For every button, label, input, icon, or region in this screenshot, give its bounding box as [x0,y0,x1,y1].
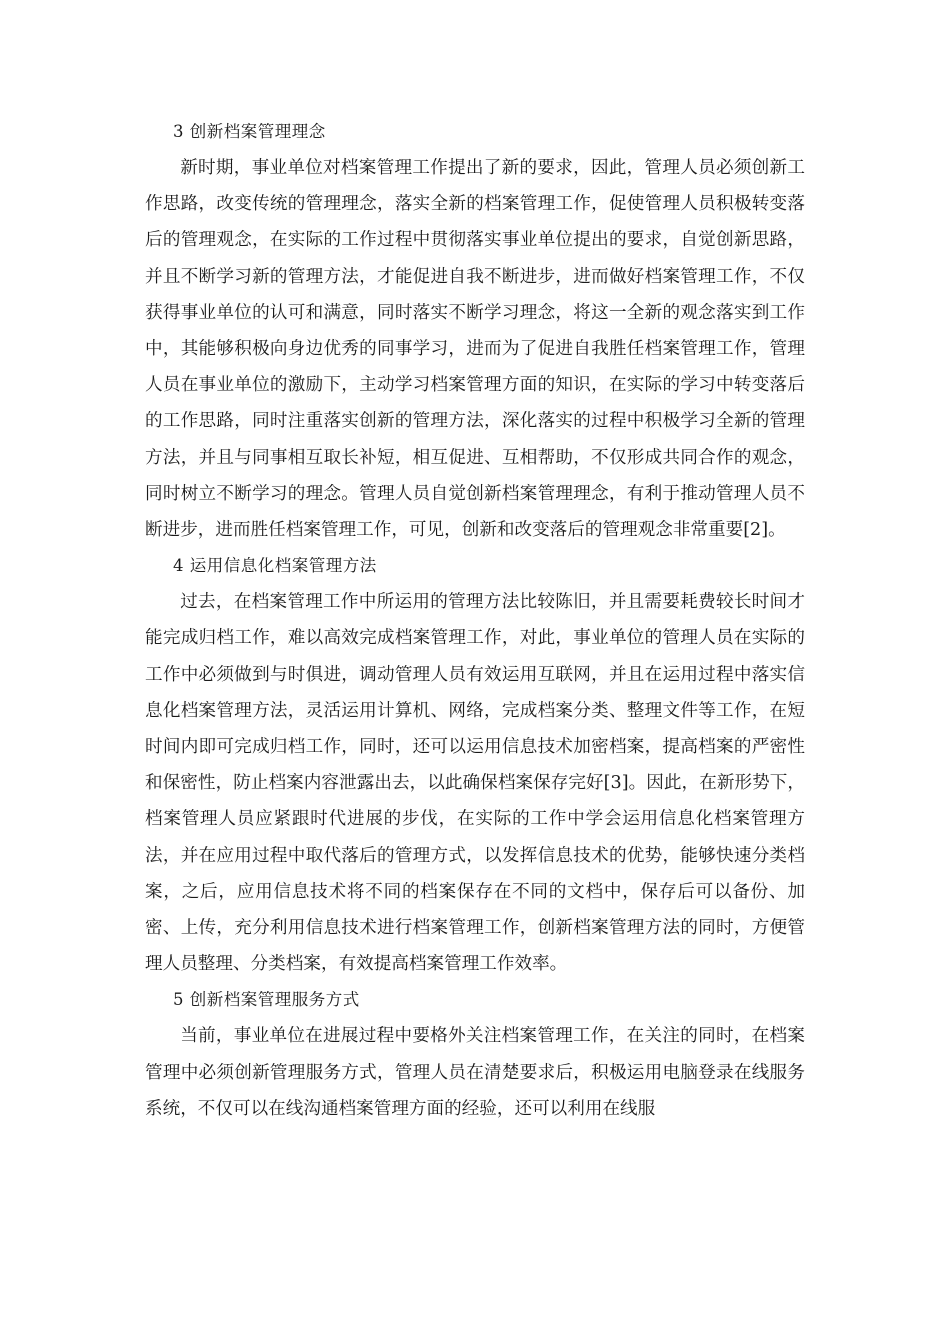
section-paragraph-4: 过去，在档案管理工作中所运用的管理方法比较陈旧，并且需要耗费较长时间才能完成归档工作，难以高效完成档案管理工作，对此，事业单位的管理人员在实际的工作中必须做到与时俱进，调动管理人员有效运用互联网，并且在运用过程中落实信息化档案管理方法，灵活运用计算机、网络，完成档案分类、整理文件等工作，在短时间内即可完成归档工作，同时，还可以运用信息技术加密档案，提高档案的严密性和保密性，防止档案内容泄露出去，以此确保档案保存完好[3]。因此，在新形势下，档案管理人员应紧跟时代进展的步伐，在实际的工作中学会运用信息化档案管理方法，并在应用过程中取代落后的管理方式，以发挥信息技术的优势，能够快速分类档案，之后，应用信息技术将不同的档案保存在不同的文档中，保存后可以备份、加密、上传，充分利用信息技术进行档案管理工作，创新档案管理方法的同时，方便管理人员整理、分类档案，有效提高档案管理工作效率。 [145,592,805,975]
document-page [145,114,805,1127]
section-heading-3: 3 创新档案管理理念 [173,122,326,141]
section-heading-5: 5 创新档案管理服务方式 [173,990,360,1010]
section-heading-4: 4 运用信息化档案管理方法 [173,556,377,576]
section-paragraph-3: 新时期，事业单位对档案管理工作提出了新的要求，因此，管理人员必须创新工作思路，改变传统的管理理念，落实全新的档案管理工作，促使管理人员积极转变落后的管理观念，在实际的工作过程中贯彻落实事业单位提出的要求，自觉创新思路，并且不断学习新的管理方法，才能促进自我不断进步，进而做好档案管理工作，不仅获得事业单位的认可和满意，同时落实不断学习理念，将这一全新的观念落实到工作中，其能够积极向身边优秀的同事学习，进而为了促进自我胜任档案管理工作，管理人员在事业单位的激励下，主动学习档案管理方面的知识，在实际的学习中转变落后的工作思路，同时注重落实创新的管理方法，深化落实的过程中积极学习全新的管理方法，并且与同事相互取长补短，相互促进、互相帮助，不仅形成共同合作的观念，同时树立不断学习的理念。管理人员自觉创新档案管理理念，有利于推动管理人员不断进步，进而胜任档案管理工作，可见，创新和改变落后的管理观念非常重要[2]。 [145,158,805,541]
section-paragraph-5: 当前，事业单位在进展过程中要格外关注档案管理工作，在关注的同时，在档案管理中必须创新管理服务方式，管理人员在清楚要求后，积极运用电脑登录在线服务系统，不仅可以在线沟通档案管理方面的经验，还可以利用在线服 [145,1026,805,1119]
